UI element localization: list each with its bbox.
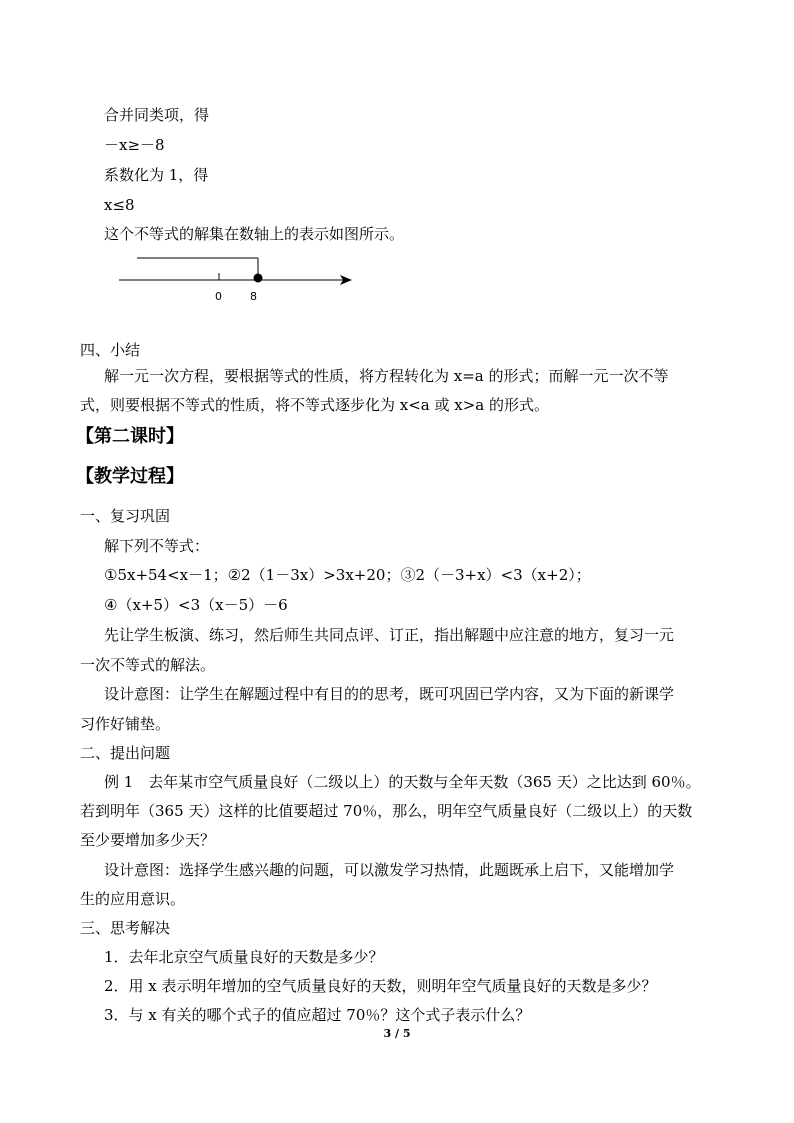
step-coefficient-text: 系数化为 1，得 (104, 166, 209, 184)
inequality-line-1: －x≥－8 (104, 136, 165, 154)
section1-paragraph-line-1: 先让学生板演、练习，然后师生共同点评、订正，指出解题中应注意的地方，复习一元 (104, 626, 675, 644)
process-title: 【教学过程】 (76, 466, 184, 487)
example-line-1: 例 1 去年某市空气质量良好（二级以上）的天数与全年天数（365 天）之比达到 60％。 (104, 773, 701, 791)
section1-intent-line-2: 习作好铺垫。 (80, 715, 171, 733)
section3-heading: 三、思考解决 (80, 919, 171, 937)
number-line-figure (0, 250, 794, 310)
section2-heading: 二、提出问题 (80, 744, 171, 762)
section1-exercises-line-1: ①5x+54<x－1；②2（1－3x）>3x+20；③2（－3+x）<3（x+2）； (104, 566, 591, 584)
lesson-title: 【第二课时】 (76, 426, 184, 447)
summary-paragraph-line-2: 式，则要根据不等式的性质，将不等式逐步化为 x<a 或 x>a 的形式。 (80, 396, 550, 414)
question-1: 1．去年北京空气质量良好的天数是多少？ (104, 948, 384, 966)
question-2: 2．用 x 表示明年增加的空气质量良好的天数，则明年空气质量良好的天数是多少？ (104, 977, 657, 995)
step-merge-text: 合并同类项，得 (104, 106, 210, 124)
summary-heading: 四、小结 (80, 341, 141, 359)
section1-exercises-line-2: ④（x+5）<3（x－5）－6 (104, 596, 288, 614)
section1-heading: 一、复习巩固 (80, 507, 171, 525)
question-3: 3．与 x 有关的哪个式子的值应超过 70％？这个式子表示什么？ (104, 1006, 531, 1024)
example-line-3: 至少要增加多少天？ (80, 831, 216, 849)
inequality-line-2: x≤8 (104, 196, 135, 214)
number-line-intro: 这个不等式的解集在数轴上的表示如图所示。 (104, 225, 405, 243)
section1-prompt: 解下列不等式： (104, 537, 210, 555)
tick-label-eight: 8 (250, 290, 257, 303)
section2-intent-line-1: 设计意图：选择学生感兴趣的问题，可以激发学习热情，此题既承上启下，又能增加学 (104, 861, 675, 879)
example-line-2: 若到明年（365 天）这样的比值要超过 70％，那么，明年空气质量良好（二级以上）的天数 (80, 802, 693, 820)
summary-paragraph-line-1: 解一元一次方程，要根据等式的性质，将方程转化为 x=a 的形式；而解一元一次不等 (104, 367, 669, 385)
section1-intent-line-1: 设计意图：让学生在解题过程中有目的的思考，既可巩固已学内容，又为下面的新课学 (104, 685, 675, 703)
section1-paragraph-line-2: 一次不等式的解法。 (80, 656, 216, 674)
page-number: 3 / 5 (383, 1027, 411, 1040)
tick-label-zero: 0 (215, 290, 222, 303)
section2-intent-line-2: 生的应用意识。 (80, 890, 186, 908)
closed-point-8 (254, 274, 263, 283)
